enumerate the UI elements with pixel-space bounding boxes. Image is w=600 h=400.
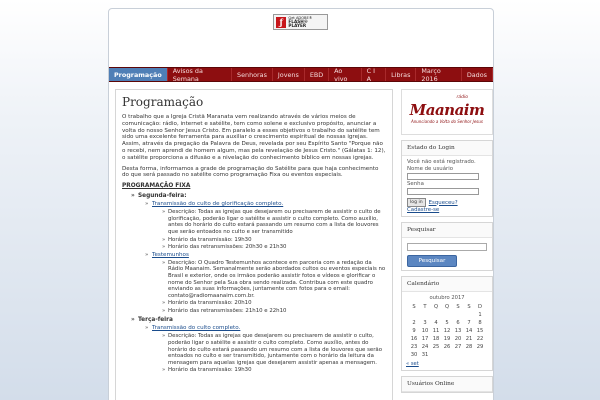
logo-tagline: Anunciando a Volta do Senhor Jesus	[410, 118, 483, 124]
calendar-day[interactable]: 27	[454, 344, 462, 350]
nav-item[interactable]: Março 2016	[416, 68, 461, 81]
calendar-weekday: D	[478, 304, 482, 310]
calendar-day[interactable]: 29	[476, 344, 484, 350]
program-link[interactable]: » Testemunhos	[152, 252, 386, 258]
nav-item[interactable]: Senhoras	[232, 68, 273, 81]
calendar-table	[409, 303, 486, 359]
page-container	[108, 8, 494, 400]
calendar-day[interactable]: 10	[421, 328, 429, 334]
flash-icon: ƒ	[276, 17, 286, 28]
calendar-weekday: Q	[444, 304, 450, 310]
calendar-day[interactable]: 23	[410, 344, 418, 350]
calendar-box-title: Calendário	[402, 277, 492, 292]
calendar-day[interactable]: 24	[421, 344, 429, 350]
calendar-day[interactable]: 5	[445, 320, 449, 326]
page-title: Programação	[122, 95, 204, 109]
nav-item[interactable]: Avisos da Semana	[168, 68, 232, 81]
calendar-weekday: S	[456, 304, 460, 310]
program-link[interactable]: » Transmissão do culto de glorificação completo.	[152, 201, 386, 207]
calendar-day	[464, 351, 475, 359]
program-time: » Horário da transmissão: 20h10	[168, 300, 386, 307]
calendar-weekday: S	[467, 304, 471, 310]
program-retrans: » Horário das retransmissões: 20h30 e 21h30	[168, 244, 386, 251]
calendar-weekday: S	[412, 304, 416, 310]
calendar-day[interactable]: 12	[443, 328, 451, 334]
calendar-day[interactable]: 18	[432, 336, 440, 342]
calendar-day[interactable]: 21	[465, 336, 473, 342]
login-button[interactable]: log in	[407, 198, 426, 207]
calendar-day[interactable]: 20	[454, 336, 462, 342]
logo-radio-text: rádio	[456, 95, 468, 100]
intro-paragraph-2: Desta forma, informamos a grade de programação do Satélite para que haja conhecimento do que será passado no satélite como programação Fixa ou eventos especiais.	[122, 165, 379, 179]
calendar-day[interactable]: 16	[410, 336, 418, 342]
calendar-day	[431, 311, 442, 319]
username-label: Nome de usuário	[407, 166, 454, 172]
search-input[interactable]	[407, 243, 487, 251]
calendar-day[interactable]: 31	[421, 352, 429, 358]
program-desc: » Descrição: Todas as igrejas que desejarem ou precisarem de assistir o culto, poderão ligar o satélite e assistir o culto completo. Como auxílio, antes do horário do culto estará passando um resumo com a lista de louvores que serão entoados no culto e ser transmitido, juntamente com o horário da leitura da mensagem para aquelas igrejas que desejarem assistir apenas a mensagem.	[168, 333, 386, 366]
calendar-day	[453, 311, 464, 319]
calendar-day[interactable]: 25	[432, 344, 440, 350]
calendar-weekday: Q	[433, 304, 439, 310]
calendar-day	[464, 311, 475, 319]
program-retrans: » Horário das retransmissões: 21h10 e 22h10	[168, 308, 386, 315]
schedule-list	[122, 193, 386, 374]
main-content	[115, 89, 393, 400]
calendar-prev-link[interactable]: « set	[406, 361, 419, 367]
logo-name: Maanaim	[409, 100, 485, 119]
calendar-month: outubro 2017	[429, 295, 465, 301]
section-title: PROGRAMAÇÃO FIXA	[122, 183, 191, 190]
calendar-weekday: T	[423, 304, 427, 310]
calendar-day[interactable]: 8	[478, 320, 482, 326]
nav-item[interactable]: Programação	[109, 68, 168, 81]
calendar-day[interactable]: 14	[465, 328, 473, 334]
radio-logo[interactable]	[401, 89, 493, 135]
online-users-title: Usuários Online	[402, 377, 492, 392]
nav-item[interactable]: EBD	[305, 68, 329, 81]
password-input[interactable]	[407, 188, 479, 195]
calendar-day	[475, 351, 486, 359]
nav-item[interactable]: Dados	[462, 68, 493, 81]
calendar-day[interactable]: 30	[410, 352, 418, 358]
program-link[interactable]: » Transmissão do culto completo.	[152, 325, 386, 331]
program-desc: » Descrição: O Quadro Testemunhos acontece em parceria com a redação da Rádio Maanaim. Semanalmente serão abordados cultos ou eventos especiais no Brasil e exterior, onde os irmãos poderão assistir fotos e vídeos e glorificar o nome do Senhor pela Sua obra sendo realizada. Contribua com este quadro enviando as suas informações, juntamente com fotos para o email: contato@radiomaanaim.com.br.	[168, 260, 386, 300]
forgot-password-link[interactable]: Esqueceu?	[428, 199, 458, 206]
login-box	[401, 140, 493, 217]
calendar-box	[401, 276, 493, 371]
calendar-day[interactable]: 2	[412, 320, 416, 326]
nav-item[interactable]: Libras	[386, 68, 416, 81]
calendar-day	[431, 351, 442, 359]
program-time: » Horário da transmissão: 19h30	[168, 237, 386, 244]
calendar-day[interactable]: 28	[465, 344, 473, 350]
flash-player-badge[interactable]	[273, 14, 328, 30]
program-time: » Horário da transmissão: 19h30	[168, 367, 386, 374]
nav-item[interactable]: C I A	[362, 68, 387, 81]
online-users-box	[401, 376, 493, 393]
calendar-day[interactable]: 4	[434, 320, 438, 326]
calendar-day[interactable]: 9	[412, 328, 416, 334]
calendar-day[interactable]: 6	[456, 320, 460, 326]
register-link[interactable]: Cadastre-se	[407, 207, 440, 213]
nav-item[interactable]: Ao vivo	[329, 68, 361, 81]
calendar-day	[442, 351, 453, 359]
header	[109, 9, 493, 67]
main-nav	[109, 67, 493, 82]
flash-big-text: FLASH® PLAYER	[288, 18, 308, 29]
search-button[interactable]: Pesquisar	[407, 255, 457, 267]
calendar-day[interactable]: 3	[423, 320, 427, 326]
login-box-title: Estado do Login	[402, 141, 492, 156]
flash-badge-text	[288, 16, 325, 29]
calendar-day[interactable]: 13	[454, 328, 462, 334]
calendar-day[interactable]: 11	[432, 328, 440, 334]
calendar-day[interactable]: 26	[443, 344, 451, 350]
flash-small-text: Get ADOBE®	[288, 15, 313, 20]
nav-item[interactable]: Jovens	[273, 68, 305, 81]
schedule-day: » Terça-feira	[138, 317, 386, 323]
calendar-day	[453, 351, 464, 359]
intro-paragraph: O trabalho que a Igreja Cristã Maranata vem realizando através de vários meios de comunicação: rádio, internet e satélite, tem como solene e exclusivo propósito, anunciar a volta do nosso Senhor Jesus Cristo. Em paralelo a esses objetivos o trabalho do satélite tem sido uma excelente ferramenta para auxiliar o crescimento espiritual de nossas igrejas. Assim, através da pregação da Palavra de Deus, revelada por seu Espírito Santo "Porque não o recebi, nem aprendi de homem algum, mas pela revelação de Jesus Cristo." (Gálatas 1: 12), o satélite proporciona a difusão e a nivelação do conhecimento bíblico em nossas igrejas.	[122, 114, 386, 161]
program-desc: » Descrição: Todas as igrejas que desejarem ou precisarem de assistir o culto de glorificação, poderão ligar o satélite e assistir o culto completo. Como auxílio, antes do horário do culto estará passando um resumo com a lista de louvores que serão entoados no culto e ser transmitido	[168, 209, 386, 235]
calendar-day[interactable]: 19	[443, 336, 451, 342]
schedule-day: » Segunda-feira:	[138, 193, 386, 199]
username-input[interactable]	[407, 173, 479, 180]
calendar-day[interactable]: 7	[467, 320, 471, 326]
calendar-day[interactable]: 22	[476, 336, 484, 342]
calendar-day	[409, 311, 420, 319]
calendar-day	[442, 311, 453, 319]
login-status: Você não está registrado.	[407, 159, 476, 165]
search-box-title: Pesquisar	[402, 223, 492, 238]
calendar-day[interactable]: 15	[476, 328, 484, 334]
sidebar	[401, 89, 493, 393]
calendar-day	[420, 311, 431, 319]
search-box	[401, 222, 493, 271]
password-label: Senha	[407, 181, 424, 187]
calendar-day[interactable]: 1	[478, 312, 482, 318]
calendar-day[interactable]: 17	[421, 336, 429, 342]
